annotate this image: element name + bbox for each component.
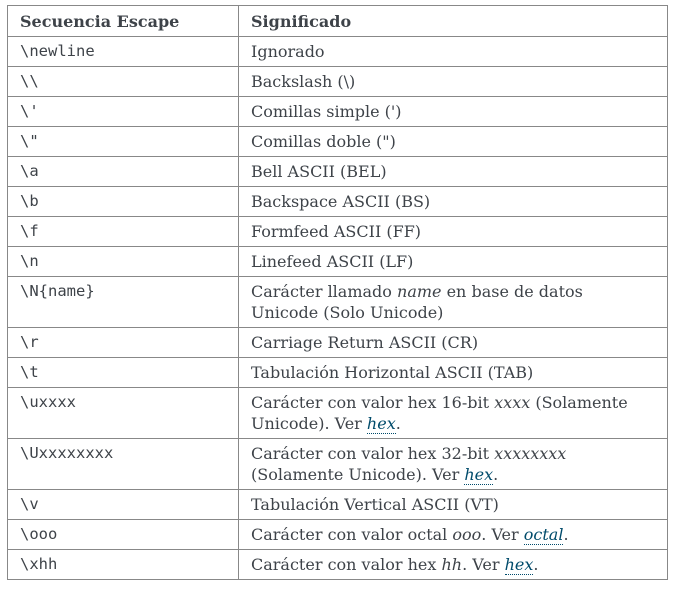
meaning-cell	[239, 520, 668, 550]
meaning-cell	[239, 157, 668, 187]
table-row	[8, 490, 668, 520]
meaning-cell	[239, 388, 668, 439]
escape-code-cell: \f	[8, 217, 239, 247]
escape-code-cell: \a	[8, 157, 239, 187]
escape-code-cell: \r	[8, 328, 239, 358]
escape-code-cell: \Uxxxxxxxx	[8, 439, 239, 490]
reference-link[interactable]: hex	[504, 555, 534, 574]
header-meaning: Significado	[239, 6, 668, 37]
meaning-text: .	[493, 465, 499, 484]
meaning-text: en base de datos Unicode (Solo Unicode)	[251, 282, 583, 322]
reference-link[interactable]: hex	[464, 465, 494, 484]
meaning-cell	[239, 187, 668, 217]
meaning-text: .	[563, 525, 569, 544]
escape-code-cell: \"	[8, 127, 239, 157]
table-row	[8, 247, 668, 277]
table-body	[8, 37, 668, 580]
table-row	[8, 358, 668, 388]
escape-code-cell: \ooo	[8, 520, 239, 550]
escape-code-cell: \xhh	[8, 550, 239, 580]
meaning-text: (Solamente Unicode). Ver	[251, 393, 628, 433]
meaning-cell	[239, 217, 668, 247]
escape-code-cell: \n	[8, 247, 239, 277]
table-row	[8, 157, 668, 187]
escape-sequence-table	[7, 5, 668, 580]
table-row	[8, 97, 668, 127]
meaning-text: . Ver	[462, 555, 505, 574]
meaning-text: Comillas doble (")	[251, 132, 396, 151]
meaning-text: Tabulación Horizontal ASCII (TAB)	[251, 363, 534, 382]
escape-code-cell: \N{name}	[8, 277, 239, 328]
meaning-text: .	[533, 555, 539, 574]
meaning-cell	[239, 127, 668, 157]
table-row	[8, 37, 668, 67]
meaning-text: .	[395, 414, 401, 433]
table-row	[8, 67, 668, 97]
meaning-text: Ignorado	[251, 42, 325, 61]
meaning-cell	[239, 67, 668, 97]
escape-code-cell: \uxxxx	[8, 388, 239, 439]
header-escape-sequence: Secuencia Escape	[8, 6, 239, 37]
meaning-cell	[239, 439, 668, 490]
meaning-text: Tabulación Vertical ASCII (VT)	[251, 495, 499, 514]
meaning-cell	[239, 328, 668, 358]
meaning-cell	[239, 490, 668, 520]
table-row	[8, 550, 668, 580]
table-row	[8, 328, 668, 358]
table-row	[8, 388, 668, 439]
meaning-text: Comillas simple (')	[251, 102, 402, 121]
meaning-text: Linefeed ASCII (LF)	[251, 252, 414, 271]
meaning-text: Carácter con valor hex 32-bit	[251, 444, 495, 463]
meaning-text: Carácter llamado	[251, 282, 398, 301]
table-row	[8, 439, 668, 490]
meaning-cell	[239, 247, 668, 277]
meaning-cell	[239, 277, 668, 328]
reference-link[interactable]: hex	[366, 414, 396, 433]
meaning-text: Backspace ASCII (BS)	[251, 192, 431, 211]
placeholder-term: ooo	[452, 525, 482, 544]
escape-code-cell: \\	[8, 67, 239, 97]
meaning-text: Bell ASCII (BEL)	[251, 162, 387, 181]
placeholder-term: hh	[441, 555, 463, 574]
reference-link[interactable]: octal	[523, 525, 564, 544]
meaning-text: Carácter con valor octal	[251, 525, 453, 544]
meaning-cell	[239, 550, 668, 580]
escape-code-cell: \t	[8, 358, 239, 388]
table-row	[8, 187, 668, 217]
table-row	[8, 217, 668, 247]
meaning-text: Backslash (\)	[251, 72, 356, 91]
meaning-text: . Ver	[481, 525, 524, 544]
escape-code-cell: \newline	[8, 37, 239, 67]
meaning-text: Carácter con valor hex	[251, 555, 442, 574]
meaning-cell	[239, 97, 668, 127]
escape-code-cell: \b	[8, 187, 239, 217]
placeholder-term: xxxx	[494, 393, 531, 412]
meaning-cell	[239, 358, 668, 388]
meaning-text: (Solamente Unicode). Ver	[251, 465, 465, 484]
table-row	[8, 277, 668, 328]
meaning-text: Formfeed ASCII (FF)	[251, 222, 422, 241]
table-row	[8, 520, 668, 550]
meaning-text: Carriage Return ASCII (CR)	[251, 333, 479, 352]
escape-code-cell: \v	[8, 490, 239, 520]
placeholder-term: xxxxxxxx	[494, 444, 567, 463]
escape-code-cell: \'	[8, 97, 239, 127]
table-row	[8, 127, 668, 157]
meaning-text: Carácter con valor hex 16-bit	[251, 393, 495, 412]
placeholder-term: name	[397, 282, 442, 301]
meaning-cell	[239, 37, 668, 67]
table-header-row	[8, 6, 668, 37]
